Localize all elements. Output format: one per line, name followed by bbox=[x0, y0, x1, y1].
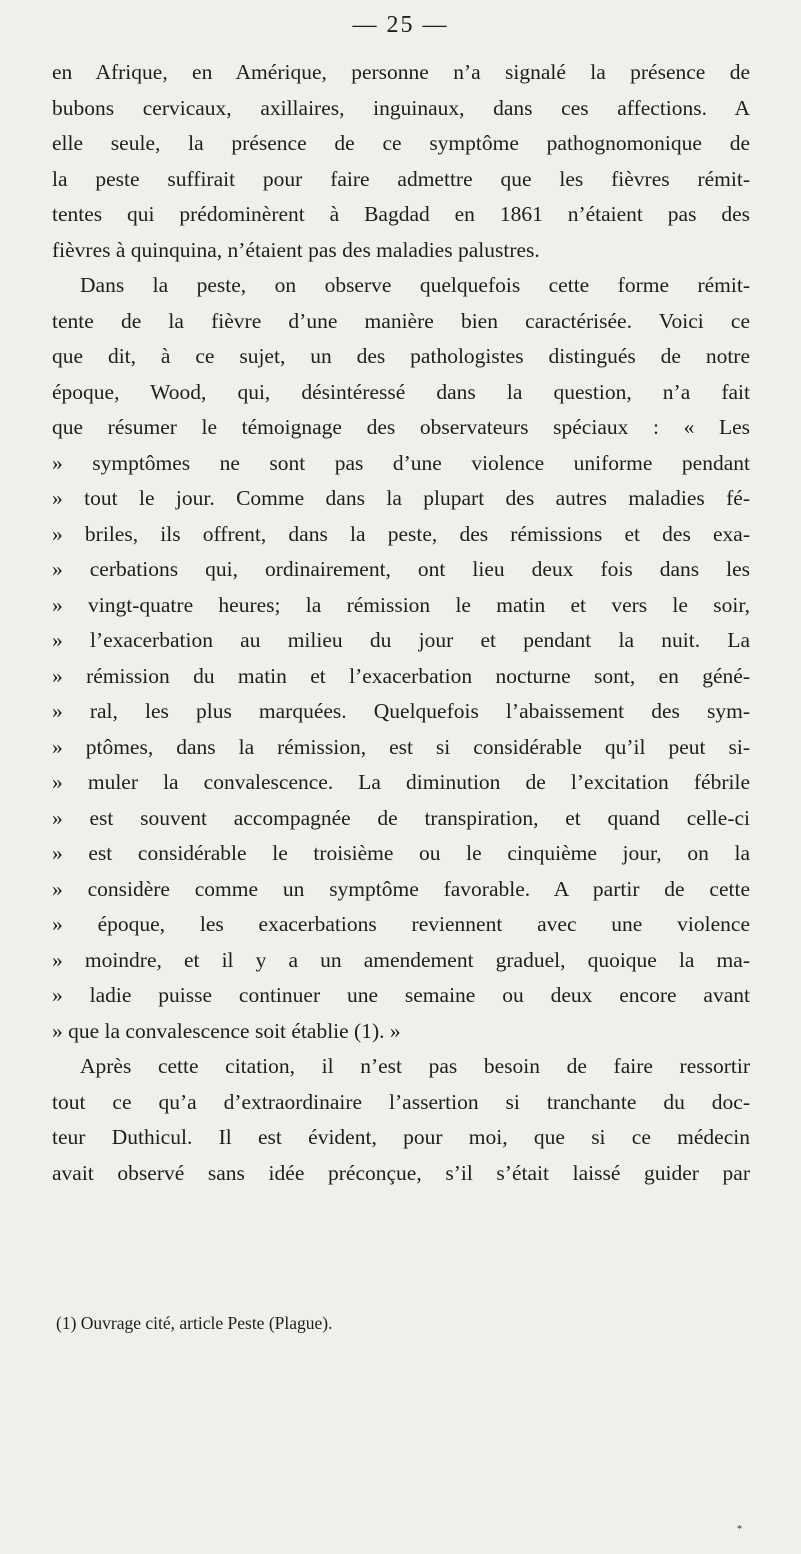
text-line: » muler la convalescence. La diminution de l’excitation fébrile bbox=[52, 770, 750, 794]
text-line: » l’exacerbation au milieu du jour et pendant la nuit. La bbox=[52, 628, 750, 652]
text-line: » ladie puisse continuer une semaine ou deux encore avant bbox=[52, 983, 750, 1007]
text-line: tout ce qu’a d’extraordinaire l’assertion si tranchante du doc- bbox=[52, 1089, 750, 1114]
text-line: » est souvent accompagnée de transpiration, et quand celle-ci bbox=[52, 805, 750, 830]
text-line: en Afrique, en Amérique, personne n’a signalé la présence de bbox=[52, 60, 750, 84]
text-line: Dans la peste, on observe quelquefois cette forme rémit- bbox=[80, 273, 750, 297]
text-line: tente de la fièvre d’une manière bien caractérisée. Voici ce bbox=[52, 308, 750, 333]
footnote: (1) Ouvrage cité, article Peste (Plague). bbox=[56, 1313, 333, 1333]
text-line: » que la convalescence soit établie (1). » bbox=[52, 1018, 401, 1043]
body-text bbox=[52, 55, 750, 1191]
text-line: bubons cervicaux, axillaires, inguinaux, dans ces affections. A bbox=[52, 95, 750, 120]
text-line: Après cette citation, il n’est pas besoin de faire ressortir bbox=[80, 1054, 750, 1078]
text-line: époque, Wood, qui, désintéressé dans la question, n’a fait bbox=[52, 379, 750, 404]
text-line: » moindre, et il y a un amendement graduel, quoique la ma- bbox=[52, 947, 750, 972]
text-line: que résumer le témoignage des observateurs spéciaux : « Les bbox=[52, 415, 750, 439]
text-line: que dit, à ce sujet, un des pathologistes distingués de notre bbox=[52, 344, 750, 368]
text-line: » est considérable le troisième ou le cinquième jour, on la bbox=[52, 841, 750, 865]
page-number: — 25 — bbox=[352, 12, 449, 38]
text-line: la peste suffirait pour faire admettre que les fièvres rémit- bbox=[52, 166, 750, 191]
text-line: » ral, les plus marquées. Quelquefois l’abaissement des sym- bbox=[52, 699, 750, 723]
text-line: tentes qui prédominèrent à Bagdad en 1861 n’étaient pas des bbox=[52, 202, 750, 226]
text-line: » ptômes, dans la rémission, est si considérable qu’il peut si- bbox=[52, 734, 750, 759]
text-line: elle seule, la présence de ce symptôme pathognomonique de bbox=[52, 131, 750, 155]
text-line: » rémission du matin et l’exacerbation nocturne sont, en géné- bbox=[52, 663, 750, 688]
text-line: » vingt-quatre heures; la rémission le matin et vers le soir, bbox=[52, 592, 750, 617]
text-line: fièvres à quinquina, n’étaient pas des maladies palustres. bbox=[52, 237, 540, 262]
printer-mark: * bbox=[737, 1524, 742, 1535]
text-line: teur Duthicul. Il est évident, pour moi, que si ce médecin bbox=[52, 1125, 750, 1149]
text-line: avait observé sans idée préconçue, s’il s’était laissé guider par bbox=[52, 1160, 750, 1185]
text-line: » symptômes ne sont pas d’une violence uniforme pendant bbox=[52, 450, 750, 475]
text-line: » briles, ils offrent, dans la peste, des rémissions et des exa- bbox=[52, 521, 750, 546]
text-line: » tout le jour. Comme dans la plupart des autres maladies fé- bbox=[52, 486, 750, 510]
text-line: » considère comme un symptôme favorable. A partir de cette bbox=[52, 876, 750, 901]
text-line: » cerbations qui, ordinairement, ont lieu deux fois dans les bbox=[52, 557, 750, 581]
text-line: » époque, les exacerbations reviennent avec une violence bbox=[52, 912, 750, 936]
